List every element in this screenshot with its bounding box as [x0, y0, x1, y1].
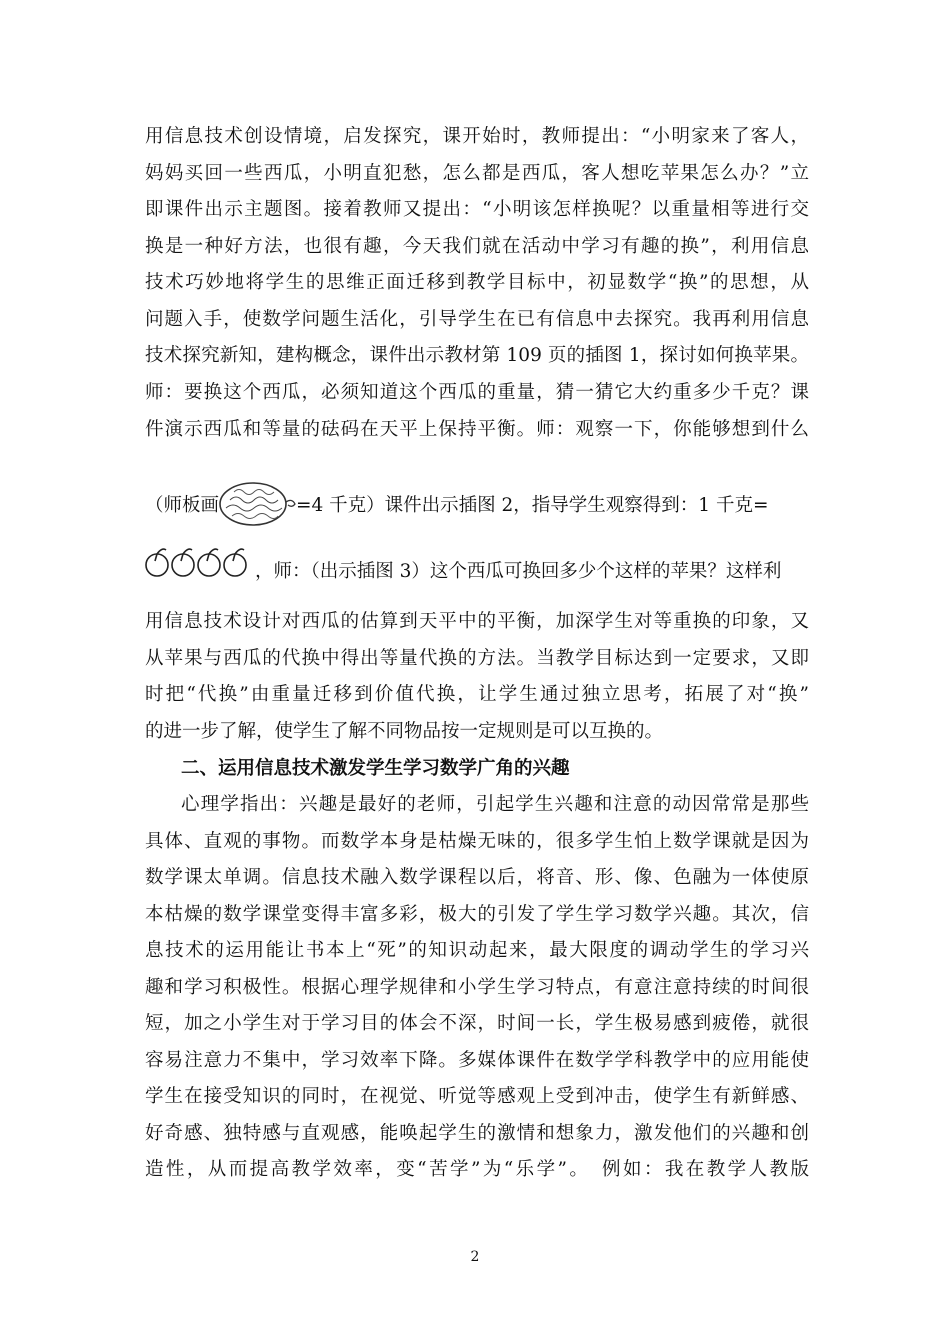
text-line: 用信息技术设计对西瓜的估算到天平中的平衡，加深学生对等重换的印象，又 — [145, 611, 809, 632]
text-line: 件演示西瓜和等量的砝码在天平上保持平衡。师：观察一下，你能够想到什么 — [145, 419, 809, 440]
text-line: 具体、直观的事物。而数学本身是枯燥无味的，很多学生怕上数学课就是因为 — [145, 831, 809, 852]
text-line: 息技术的运用能让书本上“死”的知识动起来，最大限度的调动学生的学习兴 — [145, 940, 809, 961]
text-line: 数学课太单调。信息技术融入数学课程以后，将音、形、像、色融为一体使原 — [145, 867, 809, 888]
text-line: 技术探究新知，建构概念，课件出示教材第 109 页的插图 1，探讨如何换苹果。 — [145, 345, 809, 366]
text-line: 容易注意力不集中，学习效率下降。多媒体课件在数学学科教学中的应用能使 — [145, 1050, 809, 1071]
text-line: 好奇感、独特感与直观感，能唤起学生的激情和想象力，激发他们的兴趣和创 — [145, 1123, 809, 1144]
page-number: 2 — [470, 1249, 480, 1265]
text-line: 师：要换这个西瓜，必须知道这个西瓜的重量，猜一猜它大约重多少千克？课 — [145, 382, 809, 403]
text-line: 问题入手，使数学问题生活化，引导学生在已有信息中去探究。我再利用信息 — [145, 309, 809, 330]
text-line: 趣和学习积极性。根据心理学规律和小学生学习特点，有意注意持续的时间很 — [145, 977, 809, 998]
text-line: 心理学指出：兴趣是最好的老师，引起学生兴趣和注意的动因常常是那些 — [181, 794, 809, 815]
text-line: 短，加之小学生对于学习目的体会不深，时间一长，学生极易感到疲倦，就很 — [145, 1013, 809, 1034]
text-line: 技术巧妙地将学生的思维正面迁移到教学目标中，初显数学“换”的思想，从 — [145, 272, 809, 293]
text-line: 时把“代换”由重量迁移到价值代换，让学生通过独立思考，拓展了对“换” — [145, 684, 809, 705]
text-line: 用信息技术创设情境，启发探究，课开始时，教师提出：“小明家来了客人， — [145, 126, 809, 147]
text-fragment: （师板画 — [145, 495, 220, 516]
text-line: 学生在接受知识的同时，在视觉、听觉等感观上受到冲击，使学生有新鲜感、 — [145, 1086, 809, 1107]
watermelon-icon — [218, 478, 298, 530]
text-fragment: ，师：（出示插图 3）这个西瓜可换回多少个这样的苹果？这样利 — [255, 561, 782, 582]
apple-icon — [144, 544, 252, 580]
text-fragment: =4 千克）课件出示插图 2，指导学生观察得到：1 千克= — [296, 495, 769, 516]
text-line: 妈妈买回一些西瓜，小明直犯愁，怎么都是西瓜，客人想吃苹果怎么办？”立 — [145, 163, 809, 184]
text-line: 从苹果与西瓜的代换中得出等量代换的方法。当教学目标达到一定要求，又即 — [145, 648, 809, 669]
section-heading: 二、运用信息技术激发学生学习数学广角的兴趣 — [181, 758, 570, 779]
text-line: 本枯燥的数学课堂变得丰富多彩，极大的引发了学生学习数学兴趣。其次，信 — [145, 904, 809, 925]
text-line: 的进一步了解，使学生了解不同物品按一定规则是可以互换的。 — [145, 721, 664, 742]
text-line: 换是一种好方法，也很有趣，今天我们就在活动中学习有趣的换”，利用信息 — [145, 236, 809, 257]
text-line: 即课件出示主题图。接着教师又提出：“小明该怎样换呢？以重量相等进行交 — [145, 199, 809, 220]
text-line: 造性，从而提高教学效率，变“苦学”为“乐学”。 例如：我在教学人教版 — [145, 1159, 809, 1180]
